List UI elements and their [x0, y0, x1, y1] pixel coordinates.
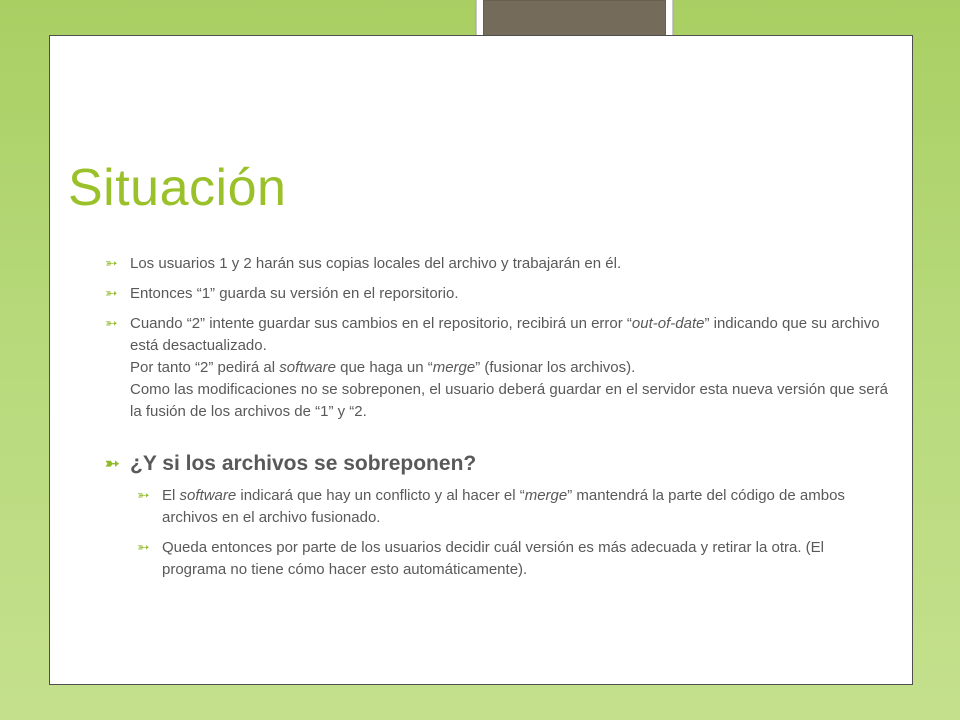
section-heading-item [105, 449, 890, 479]
sub-bullet-text: Queda entonces por parte de los usuarios decidir cuál versión es más adecuada y retirar la otra. (El programa no tiene cómo hacer esto automáticamente). [162, 539, 825, 578]
bullet-icon: ➳ [137, 487, 150, 504]
bullet-text: Entonces “1” guarda su versión en el reporsitorio. [130, 285, 459, 302]
section-heading: ¿Y si los archivos se sobreponen? [130, 452, 477, 475]
slide-title: Situación [68, 159, 287, 217]
bullet-icon: ➳ [105, 315, 118, 332]
bullet-icon: ➳ [137, 539, 150, 556]
slide-content [105, 253, 890, 589]
bullet-item [105, 283, 890, 305]
bullet-item [105, 313, 890, 423]
bullet-item [105, 253, 890, 275]
sub-bullet-text: El software indicará que hay un conflicto y al hacer el “merge” mantendrá la parte del código de ambos archivos en el archivo fusionado. [162, 487, 845, 526]
bullet-icon: ➳ [105, 255, 118, 272]
bullet-icon: ➳ [105, 454, 120, 473]
sub-bullet-item [137, 485, 890, 529]
sub-bullet-item [137, 537, 890, 581]
bullet-text: Los usuarios 1 y 2 harán sus copias locales del archivo y trabajarán en él. [130, 255, 622, 272]
bullet-text: Cuando “2” intente guardar sus cambios en el repositorio, recibirá un error “out-of-date” indicando que su archivo está desactualizado. Por tanto “2” pedirá al software que haga un “merge” (fusionar los archivos). Como las modificaciones no se sobreponen, el usuario deberá guardar en el servidor esta nueva versión que será la fusión de los archivos de “1” y “2. [130, 315, 888, 420]
bullet-icon: ➳ [105, 285, 118, 302]
